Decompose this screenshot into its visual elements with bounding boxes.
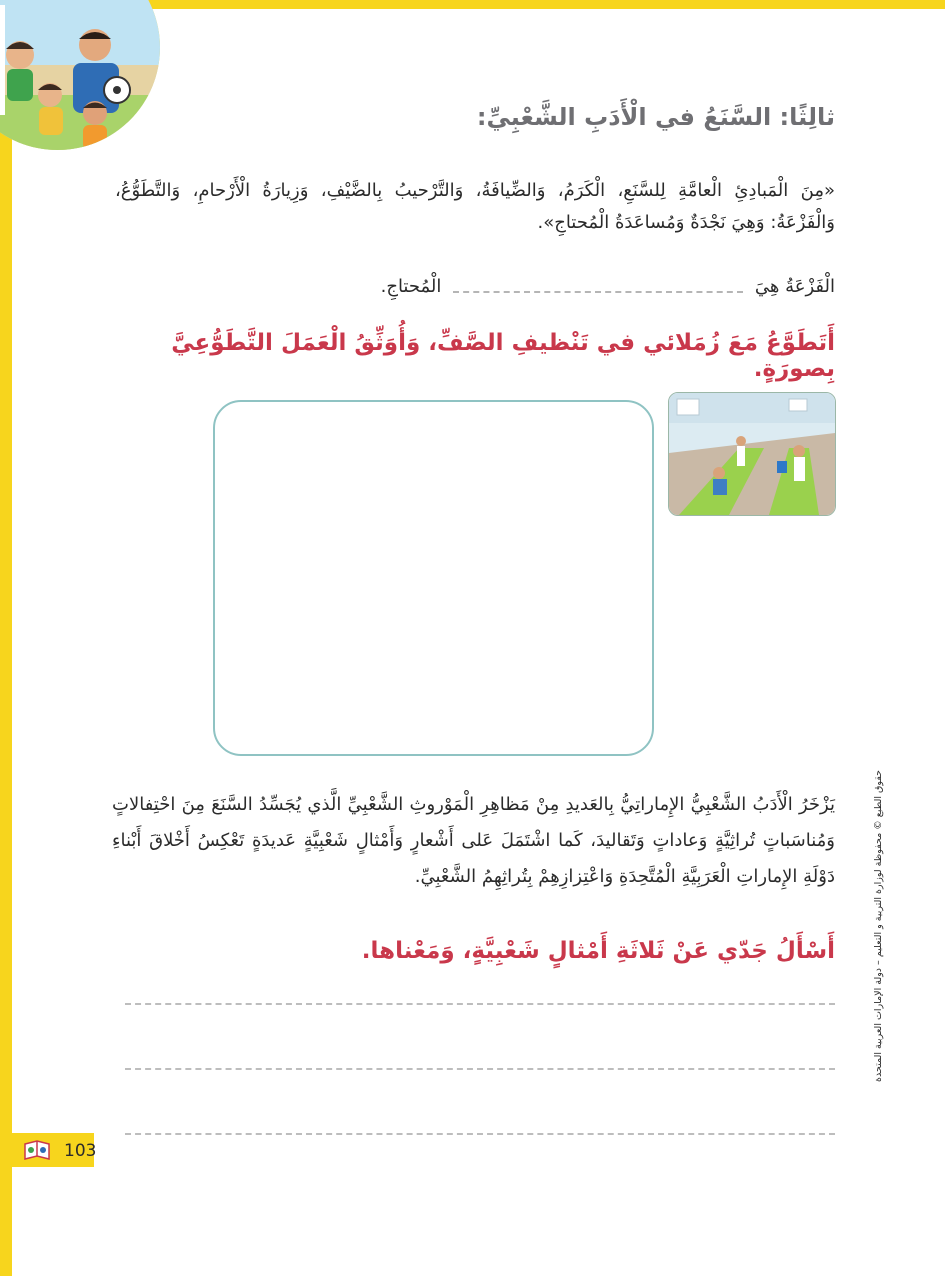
left-margin-strip	[0, 0, 12, 1276]
intro-paragraph: «مِنَ الْمَبادِئِ الْعامَّةِ لِلسَّنَعِ، الْكَرَمُ، وَالضِّيافَةُ، وَالتَّرْحيبُ بِالضَّيْفِ، وَزِيارَةُ الْأَرْحامِ، وَالتَّطَوُّعُ، وَالْفَزْعَةُ: وَهِيَ نَجْدَةٌ وَمُساعَدَةُ الْمُحتاجِ».	[115, 180, 835, 233]
folk-literature-paragraph: يَزْخَرُ الْأَدَبُ الشَّعْبِيُّ الإِماراتِيُّ بِالعَديدِ مِنْ مَظاهِرِ الْمَوْروثِ الشَّعْبِيِّ الَّذي يُجَسِّدُ السَّنَعَ مِنَ احْتِفالاتٍ وَمُناسَباتٍ تُراثِيَّةٍ وَعاداتٍ وَتَقاليدَ، كَما اشْتَمَلَ عَلى أَشْعارٍ وَأَمْثالٍ شَعْبِيَّةٍ عَديدَةٍ تَعْكِسُ أَخْلاقَ أَبْناءِ دَوْلَةِ الإِماراتِ الْعَرَبِيَّةِ الْمُتَّحِدَةِ وَاعْتِزازِهِمْ بِتُراثِهِمُ الشَّعْبِيِّ.	[112, 794, 835, 887]
copyright-notice: حقوق الطبع © محفوظة لوزارة التربية و التعليم – دولة الإمارات العربية المتحدة	[873, 770, 884, 1082]
page-number: 103	[64, 1141, 97, 1161]
answer-line-3[interactable]	[125, 1133, 835, 1135]
page-number-tab	[12, 1133, 97, 1167]
answer-line-2[interactable]	[125, 1068, 835, 1070]
photo-upload-frame[interactable]	[213, 400, 654, 756]
answer-line-1[interactable]	[125, 1003, 835, 1005]
fill-in-sentence	[115, 271, 835, 303]
fill-in-start: الْفَزْعَةُ هِيَ	[754, 276, 835, 297]
volunteering-photo	[668, 392, 836, 516]
top-margin-strip	[140, 0, 945, 9]
book-icon	[22, 1138, 52, 1162]
fill-in-blank[interactable]	[453, 271, 743, 293]
fill-in-end: الْمُحتاجِ.	[380, 276, 442, 297]
volunteer-activity-prompt: أَتَطَوَّعُ مَعَ زُمَلائي في تَنْظيفِ الصَّفِّ، وَأُوَثِّقُ الْعَمَلَ التَّطَوُّعِيَّ بِصورَةٍ.	[171, 330, 835, 382]
proverbs-activity-prompt: أَسْأَلُ جَدّي عَنْ ثَلاثَةِ أَمْثالٍ شَعْبِيَّةٍ، وَمَعْناها.	[361, 938, 835, 964]
section-heading: ثالِثًا: السَّنَعُ في الْأَدَبِ الشَّعْبِيِّ:	[476, 103, 835, 131]
